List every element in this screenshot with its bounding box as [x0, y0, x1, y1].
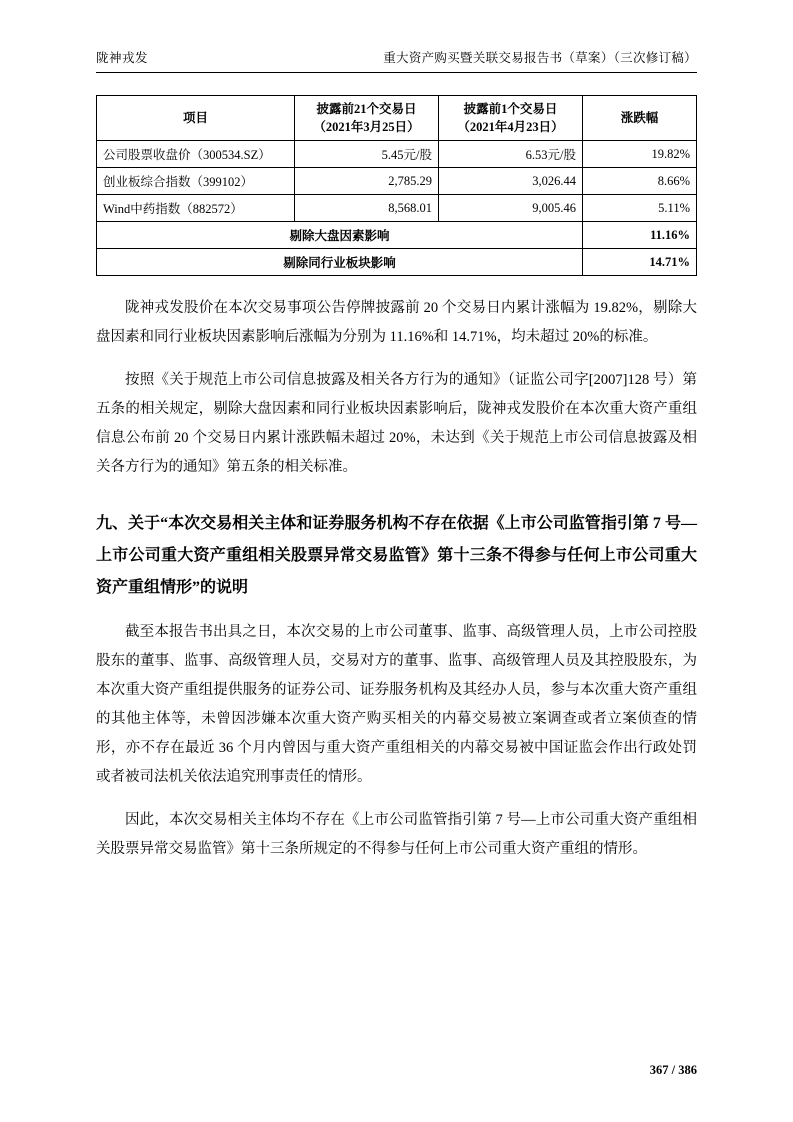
table-row — [97, 141, 697, 168]
summary-value: 14.71% — [583, 249, 697, 276]
row-value-a: 8,568.01 — [295, 195, 439, 222]
row-change: 8.66% — [583, 168, 697, 195]
header-company-name: 陇神戎发 — [96, 51, 149, 65]
row-value-a: 5.45元/股 — [295, 141, 439, 168]
row-label: 公司股票收盘价（300534.SZ） — [97, 141, 295, 168]
paragraph-4: 因此，本次交易相关主体均不存在《上市公司监管指引第 7 号—上市公司重大资产重组相关股票异常交易监管》第十三条所规定的不得参与任何上市公司重大资产重组的情形。 — [96, 812, 697, 858]
summary-label: 剔除同行业板块影响 — [97, 249, 583, 276]
paragraph-1: 陇神戎发股价在本次交易事项公告停牌披露前 20 个交易日内累计涨幅为 19.82%，剔除大盘因素和同行业板块因素影响后涨幅为分别为 11.16%和 14.71%，均未超过 20%的标准。 — [96, 300, 697, 346]
row-change: 19.82% — [583, 141, 697, 168]
row-value-a: 2,785.29 — [295, 168, 439, 195]
row-value-b: 3,026.44 — [439, 168, 583, 195]
summary-value: 11.16% — [583, 222, 697, 249]
row-label: 创业板综合指数（399102） — [97, 168, 295, 195]
row-value-b: 6.53元/股 — [439, 141, 583, 168]
table-header-col-b — [439, 96, 583, 141]
table-header-col-a — [295, 96, 439, 141]
table-row — [97, 168, 697, 195]
table-header-col-a-line1: 披露前21个交易日 — [316, 102, 417, 116]
page-number: 367 / 386 — [649, 1063, 697, 1077]
summary-label: 剔除大盘因素影响 — [97, 222, 583, 249]
page-header — [96, 48, 697, 73]
table-header-item: 项目 — [97, 96, 295, 141]
table-header-change: 涨跌幅 — [583, 96, 697, 141]
stock-price-table — [96, 95, 697, 276]
table-header-col-a-line2: （2021年3月25日） — [313, 120, 420, 135]
table-header-col-b-line2: （2021年4月23日） — [457, 120, 564, 135]
table-header-row — [97, 96, 697, 141]
paragraph-3: 截至本报告书出具之日，本次交易的上市公司董事、监事、高级管理人员，上市公司控股股东的董事、监事、高级管理人员，交易对方的董事、监事、高级管理人员及其控股股东，为本次重大资产重组提供服务的证券公司、证券服务机构及其经办人员，参与本次重大资产重组的其他主体等，未曾因涉嫌本次重大资产购买相关的内幕交易被立案调查或者立案侦查的情形，亦不存在最近 36 个月内曾因与重大资产重组相关的内幕交易被中国证监会作出行政处罚或者被司法机关依法追究刑事责任的情形。 — [96, 624, 697, 786]
table-summary-row — [97, 222, 697, 249]
section-heading: 九、关于“本次交易相关主体和证券服务机构不存在依据《上市公司监管指引第 7 号—上市公司重大资产重组相关股票异常交易监管》第十三条不得参与任何上市公司重大资产重组情形”的说明 — [96, 515, 697, 597]
row-value-b: 9,005.46 — [439, 195, 583, 222]
table-row — [97, 195, 697, 222]
row-label: Wind中药指数（882572） — [97, 195, 295, 222]
header-document-title: 重大资产购买暨关联交易报告书（草案）（三次修订稿） — [383, 51, 697, 65]
paragraph-2: 按照《关于规范上市公司信息披露及相关各方行为的通知》（证监公司字[2007]128 号）第五条的相关规定，剔除大盘因素和同行业板块因素影响后，陇神戎发股价在本次重大资产重组信息公布前 20 个交易日内累计涨跌幅未超过 20%，未达到《关于规范上市公司信息披露及相关各方行为的通知》第五条的相关标准。 — [96, 372, 697, 476]
table-summary-row — [97, 249, 697, 276]
table-header-col-b-line1: 披露前1个交易日 — [463, 102, 558, 116]
row-change: 5.11% — [583, 195, 697, 222]
